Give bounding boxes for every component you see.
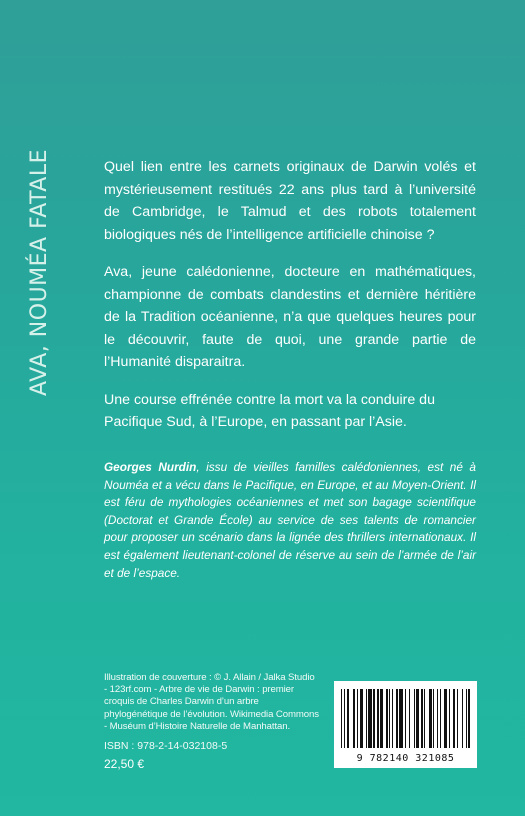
blurb-paragraph-3: Une course effrénée contre la mort va la conduire du Pacifique Sud, à l’Europe, en passant par l’Asie.	[104, 391, 435, 430]
isbn-number: ISBN : 978-2-14-032108-5	[104, 740, 228, 752]
blurb-paragraph-2: Ava, jeune calédonienne, docteure en mathématiques, championne de combats clandestins et dernière héritière de la Tradition océanienne, n’a que quelques heures pour le découvrir, faute de quoi, une grande partie de l’Humanité disparaitra.	[104, 264, 476, 370]
back-cover-blurb	[104, 156, 476, 449]
barcode-bars	[341, 689, 470, 748]
barcode-bar	[468, 689, 469, 748]
author-name: Georges Nurdin	[104, 460, 197, 474]
barcode-digits: 9 782140 321085	[356, 753, 455, 764]
spine-title	[27, 148, 53, 396]
author-bio-text: , issu de vieilles familles calédoniennes, est né à Nouméa et a vécu dans le Pacifique, en Europe, et au Moyen-Orient. Il est féru de mythologies océaniennes et met son bagage scientifique (Doctorat et Grande École) au service de ses talents de romancier pour proposer un scénario dans la lignée des thrillers internationaux. Il est également lieutenant-colonel de réserve au sein de l’armée de l’air et de l’espace.	[104, 460, 476, 580]
cover-credits: Illustration de couverture : © J. Allain / Jalka Studio - 123rf.com - Arbre de vie de Darwin : premier croquis de Charles Darwin d’un arbre phylogénétique de l’évolution. Wikimedia Commons - Muséum d’Histoire Naturelle de Manhattan.	[104, 672, 319, 732]
barcode	[334, 681, 477, 768]
book-title: AVA, NOUMÉA FATALE	[27, 148, 53, 396]
blurb-paragraph-1: Quel lien entre les carnets originaux de Darwin volés et mystérieusement restitués 22 ans plus tard à l’université de Cambridge, le Talmud et des robots totalement biologiques nés de l’intelligence artificielle chinoise ?	[104, 159, 476, 243]
author-bio	[104, 459, 476, 582]
price: 22,50 €	[104, 757, 145, 771]
